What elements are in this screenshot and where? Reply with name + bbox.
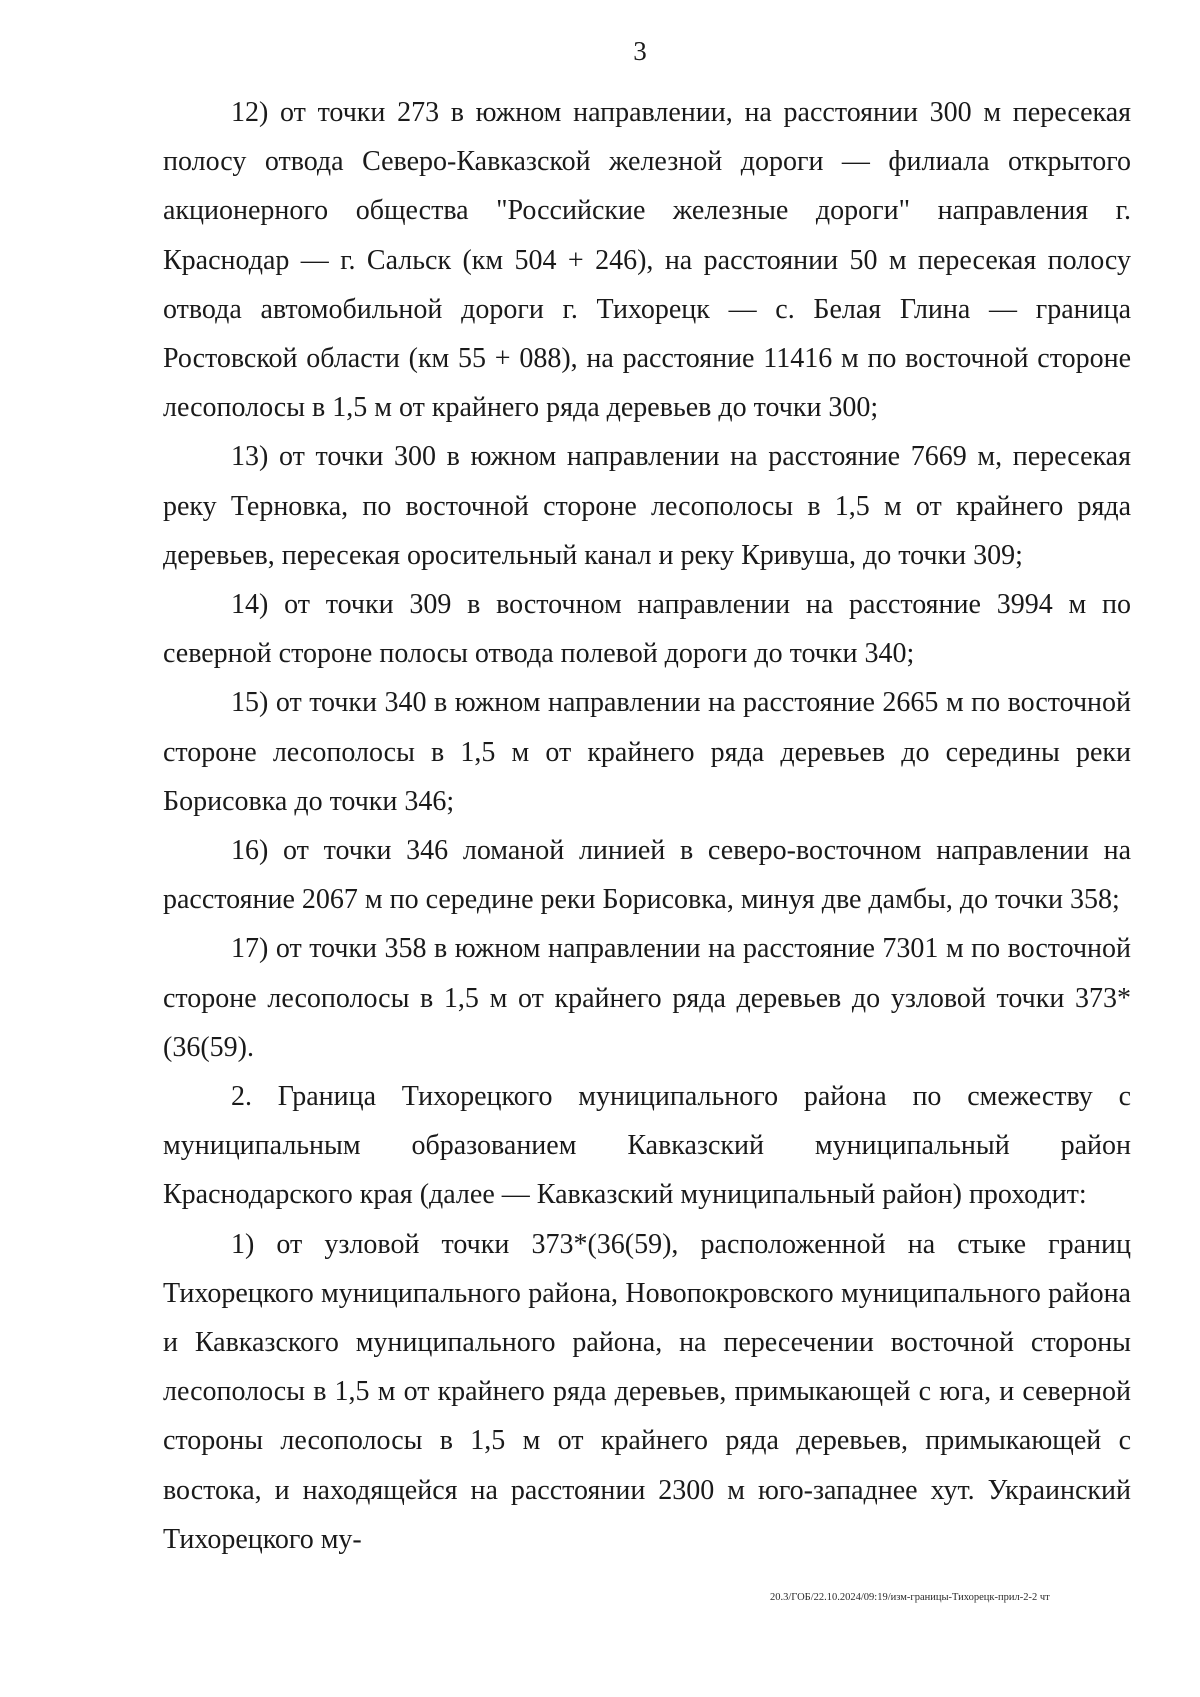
- paragraph-item-15: 15) от точки 340 в южном направлении на расстояние 2665 м по восточной стороне лесополосы в 1,5 м от крайнего ряда деревьев до середины реки Борисовка до точки 346;: [163, 687, 1131, 817]
- document-footer: 20.3/ГОБ/22.10.2024/09:19/изм-границы-Тихорецк-прил-2-2 чт: [770, 1592, 1050, 1603]
- document-body: [163, 88, 1131, 1564]
- page-number: 3: [633, 36, 647, 66]
- paragraph-item-14: 14) от точки 309 в восточном направлении на расстояние 3994 м по северной стороне полосы отвода полевой дороги до точки 340;: [163, 589, 1131, 670]
- paragraph-item-16: 16) от точки 346 ломаной линией в северо-восточном направлении на расстояние 2067 м по середине реки Борисовка, минуя две дамбы, до точки 358;: [163, 835, 1131, 916]
- paragraph-item-17: 17) от точки 358 в южном направлении на расстояние 7301 м по восточной стороне лесополосы в 1,5 м от крайнего ряда деревьев до узловой точки 373*(36(59).: [163, 933, 1131, 1063]
- paragraph-section-2-item-1: 1) от узловой точки 373*(36(59), расположенной на стыке границ Тихорецкого муниципального района, Новопокровского муниципального района и Кавказского муниципального района, на пересечении восточной стороны лесополосы в 1,5 м от крайнего ряда деревьев, примыкающей с юга, и северной стороны лесополосы в 1,5 м от крайнего ряда деревьев, примыкающей с востока, и находящейся на расстоянии 2300 м юго-западнее хут. Украинский Тихорецкого му-: [163, 1228, 1131, 1555]
- paragraph-item-12: 12) от точки 273 в южном направлении, на расстоянии 300 м пересекая полосу отвода Северо-Кавказской железной дороги — филиала открытого акционерного общества "Российские железные дороги" направления г. Краснодар — г. Сальск (км 504 + 246), на расстоянии 50 м пересекая полосу отвода автомобильной дороги г. Тихорецк — с. Белая Глина — граница Ростовской области (км 55 + 088), на расстояние 11416 м по восточной стороне лесополосы в 1,5 м от крайнего ряда деревьев до точки 300;: [163, 97, 1131, 424]
- paragraph-item-13: 13) от точки 300 в южном направлении на расстояние 7669 м, пересекая реку Терновка, по восточной стороне лесополосы в 1,5 м от крайнего ряда деревьев, пересекая оросительный канал и реку Кривуша, до точки 309;: [163, 441, 1131, 571]
- paragraph-section-2: 2. Граница Тихорецкого муниципального района по смежеству с муниципальным образованием Кавказский муниципальный район Краснодарского края (далее — Кавказский муниципальный район) проходит:: [163, 1081, 1131, 1211]
